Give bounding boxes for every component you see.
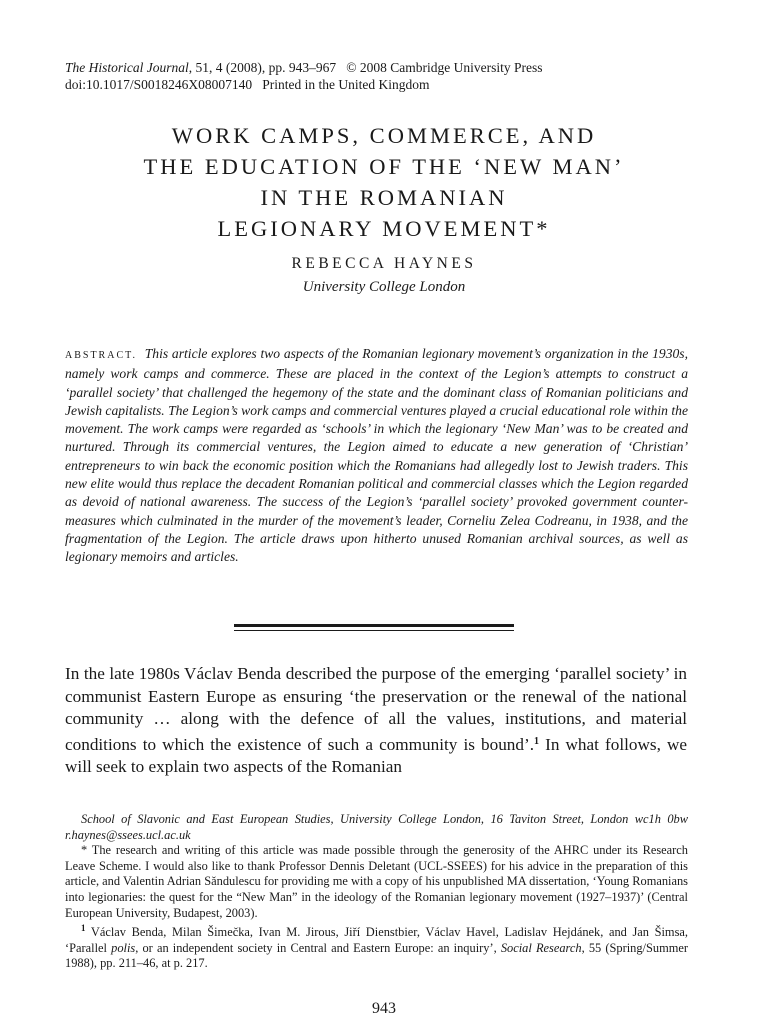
body-text-end: In what follows, we will seek to explain two aspects of the Romanian [65, 734, 687, 776]
footnote-star: * The research and writing of this article was made possible through the generosity of the AHRC under its Research Leave Scheme. I would also like to thank Professor Dennis Deletant (UCL-SSEES) for his advice in the preparation of this article, and Valentin Adrian Sǎndulescu for providing me with a copy of his unpublished MA dissertation, ‘Young Romanians into legionaries: the quest for the “New Man” in the ideology of the Romanian legionary movement (1927–1937)’ (Central European University, Budapest, 2003). [65, 843, 688, 920]
footnotes [65, 812, 688, 972]
author-affiliation: University College London [302, 279, 466, 295]
footnote-1-italic-polis: polis [111, 940, 136, 955]
abstract [65, 345, 688, 567]
title-line-3: IN THE ROMANIAN [260, 185, 508, 210]
footnote-1-number: 1 [81, 923, 86, 934]
copyright: © 2008 Cambridge University Press [346, 60, 543, 75]
journal-citation: , 51, 4 (2008), pp. 943–967 [188, 60, 337, 75]
body-paragraph [65, 663, 687, 779]
footnote-ref-1: 1 [534, 735, 540, 747]
section-divider-thick [234, 624, 514, 627]
journal-header [65, 59, 543, 93]
footnote-1-text: Václav Benda, Milan Šimečka, Ivan M. Jirous, Jiří Dienstbier, Václav Havel, Ladislav Hejdánek, and Jan Šimsa, ‘Parallel [65, 925, 688, 955]
footnote-1-text-end: , 55 (Spring/Summer 1988), pp. 211–46, at p. 217. [65, 940, 688, 971]
author-address: School of Slavonic and East European Studies, University College London, 16 Taviton Street, London wc1h 0bw r.haynes@ssees.ucl.ac.uk [65, 812, 688, 842]
citation-line [65, 59, 543, 76]
page-number: 943 [372, 1000, 396, 1017]
footnote-1 [65, 921, 688, 972]
doi: doi:10.1017/S0018246X08007140 [65, 77, 253, 92]
article-title [60, 120, 708, 244]
footnote-1-journal: Social Research [500, 940, 582, 955]
author-name: REBECCA HAYNES [291, 255, 477, 272]
body-text-start: In the late 1980s Václav Benda described the purpose of the emerging ‘parallel society’ in communist Eastern Europe as ensuring ‘the preservation or the renewal of the national community … along with the defence of all the values, institutions, and material conditions to which the existence of such a community is bound’. [65, 664, 687, 754]
abstract-text: This article explores two aspects of the Romanian legionary movement’s organization in the 1930s, namely work camps and commerce. These are placed in the context of the Legion’s attempts to construct a ‘parallel society’ that challenged the hegemony of the state and the dominant class of Romanian politicians and Jewish capitalists. The Legion’s work camps and commercial ventures played a crucial educational role within the movement. The work camps were regarded as ‘schools’ in which the legionary ‘New Man’ was to be created and nurtured. Through its commercial ventures, the Legion aimed to educate a new generation of ‘Christian’ entrepreneurs to win back the economic position which the Romanians had allegedly lost to Jewish traders. This new elite would thus replace the decadent Romanian political and commercial classes which the Legion regarded as devoid of national awareness. The success of the Legion’s ‘parallel society’ provoked government counter-measures which culminated in the murder of the movement’s leader, Corneliu Zelea Codreanu, in 1938, and the fragmentation of the Legion. The article draws upon hitherto unused Romanian archival sources, as well as legionary memoirs and articles. [65, 346, 688, 565]
footnote-1-text-mid: , or an independent society in Central and Eastern Europe: an inquiry’, [135, 940, 501, 955]
abstract-label: ABSTRACT. [65, 350, 137, 361]
printed-location: Printed in the United Kingdom [262, 77, 430, 92]
title-line-4: LEGIONARY MOVEMENT* [217, 216, 551, 241]
title-line-2: THE EDUCATION OF THE ‘NEW MAN’ [143, 154, 625, 179]
title-line-1: WORK CAMPS, COMMERCE, AND [171, 123, 597, 148]
doi-line [65, 76, 543, 93]
journal-title: The Historical Journal [65, 60, 189, 75]
section-divider-thin [234, 630, 514, 631]
